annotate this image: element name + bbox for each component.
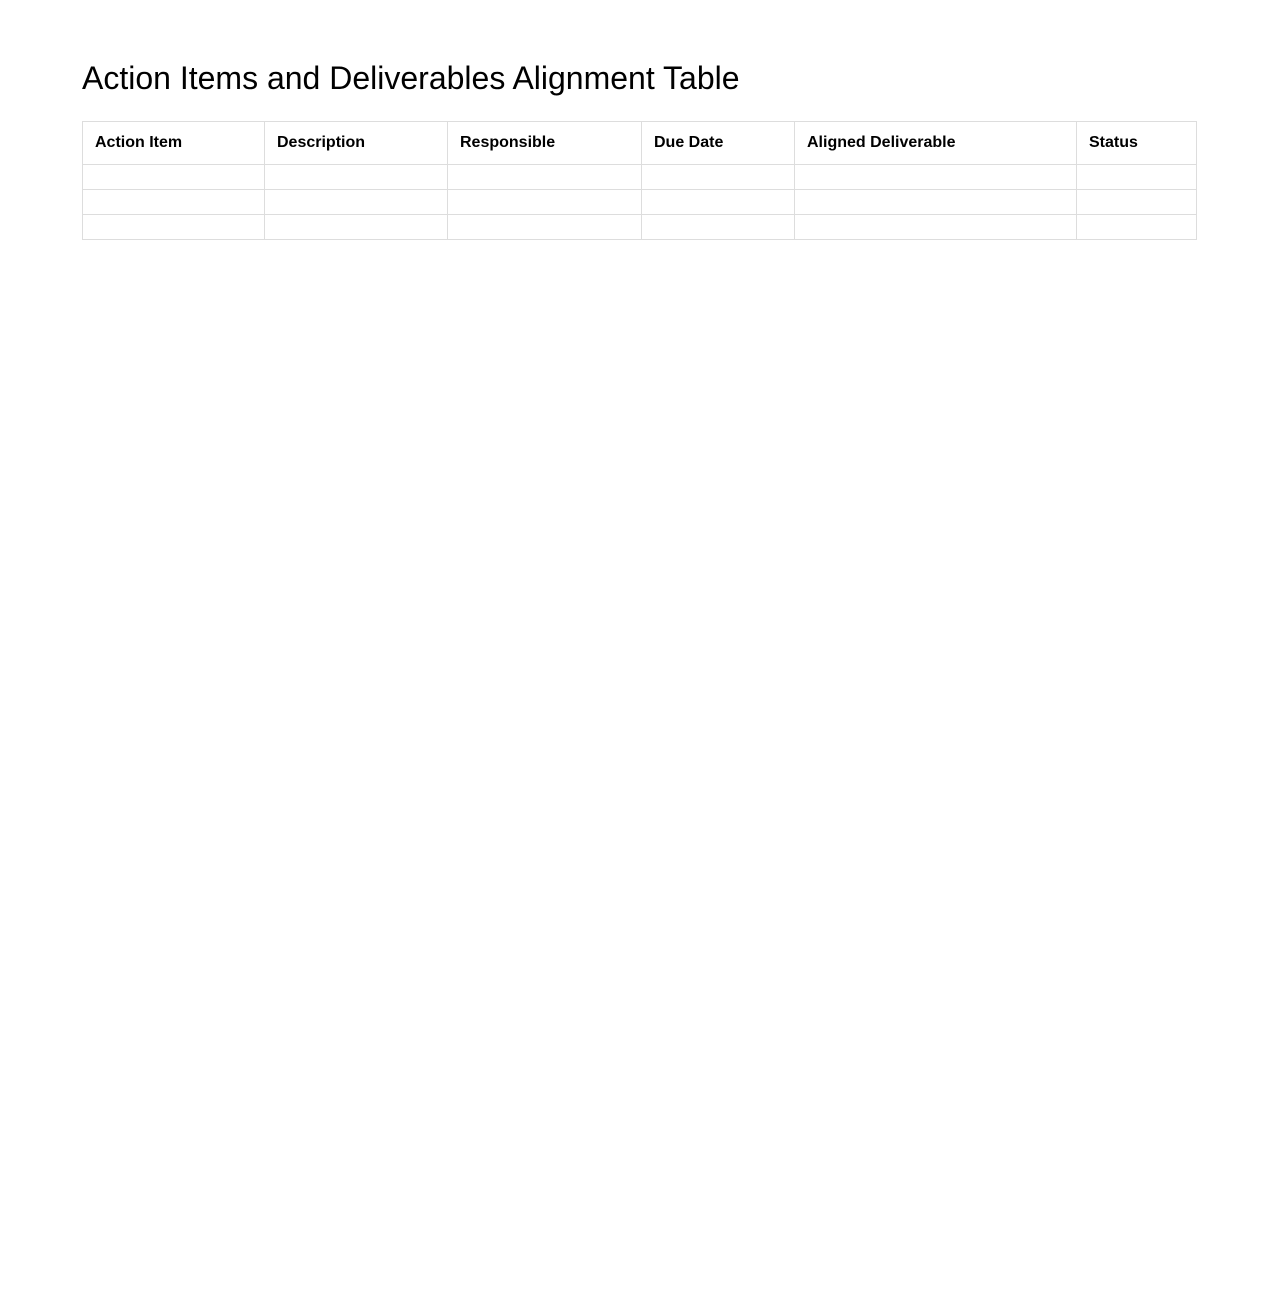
- table-cell: [1077, 215, 1197, 240]
- table-cell: [795, 190, 1077, 215]
- table-cell: [642, 165, 795, 190]
- table-row: [83, 165, 1197, 190]
- column-header-status: Status: [1077, 122, 1197, 165]
- table-cell: [265, 190, 448, 215]
- table-cell: [83, 215, 265, 240]
- table-cell: [642, 215, 795, 240]
- table-body: [83, 165, 1197, 240]
- table-cell: [795, 165, 1077, 190]
- table-cell: [795, 215, 1077, 240]
- column-header-description: Description: [265, 122, 448, 165]
- table-row: [83, 190, 1197, 215]
- page-title: Action Items and Deliverables Alignment Table: [82, 60, 740, 96]
- table-cell: [1077, 190, 1197, 215]
- table-header-row: [83, 122, 1197, 165]
- column-header-due-date: Due Date: [642, 122, 795, 165]
- table-cell: [265, 165, 448, 190]
- table-cell: [83, 190, 265, 215]
- document-page: [82, 58, 1196, 151]
- table-cell: [83, 165, 265, 190]
- table-cell: [448, 165, 642, 190]
- table-cell: [448, 190, 642, 215]
- table-header: [83, 122, 1197, 165]
- column-header-action-item: Action Item: [83, 122, 265, 165]
- table-row: [83, 215, 1197, 240]
- table-cell: [448, 215, 642, 240]
- table-cell: [642, 190, 795, 215]
- column-header-responsible: Responsible: [448, 122, 642, 165]
- alignment-table-container: [82, 121, 1196, 240]
- column-header-aligned-deliverable: Aligned Deliverable: [795, 122, 1077, 165]
- table-cell: [265, 215, 448, 240]
- table-cell: [1077, 165, 1197, 190]
- alignment-table: [82, 121, 1197, 240]
